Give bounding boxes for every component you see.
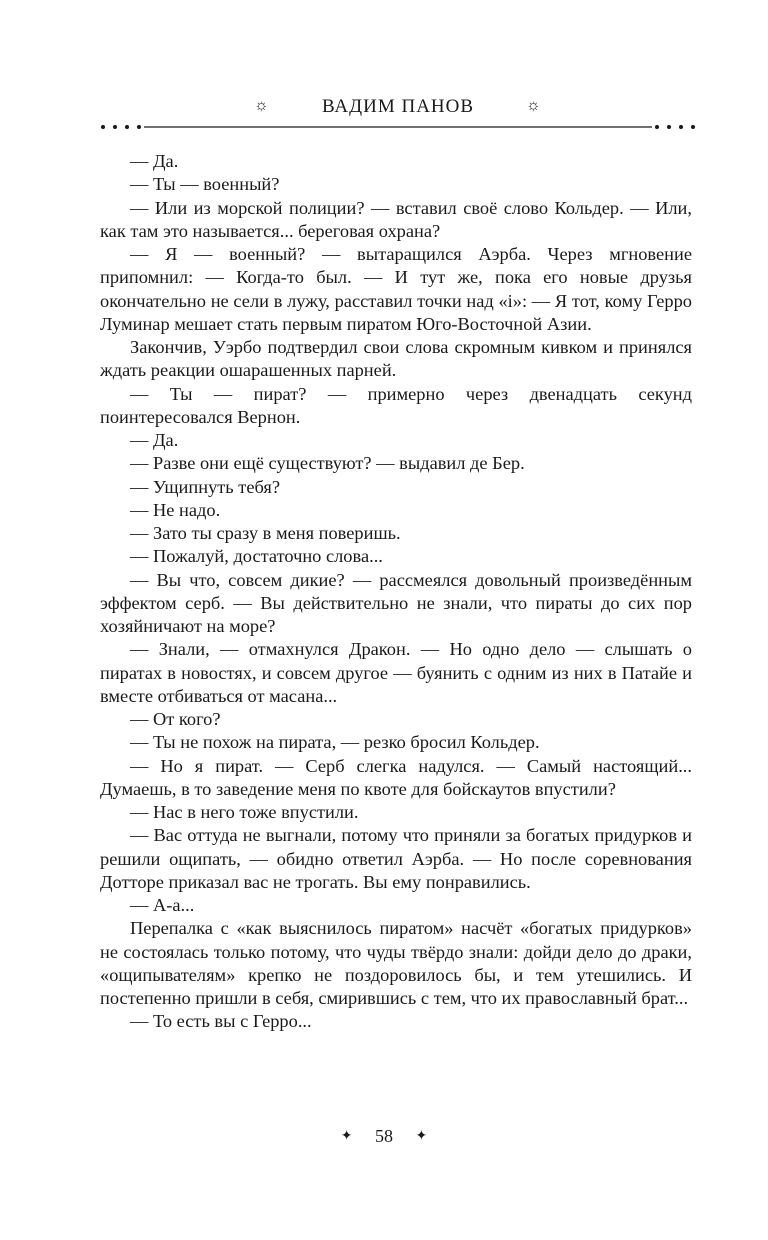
diamond-ornament-icon: ✦ bbox=[340, 1129, 353, 1144]
author-name: ВАДИМ ПАНОВ bbox=[321, 96, 475, 117]
paragraph: — Ты — военный? bbox=[130, 174, 280, 195]
paragraph: — А-а... bbox=[130, 895, 195, 915]
page-number: 58 bbox=[375, 1126, 393, 1146]
diamond-ornament-icon: ✦ bbox=[415, 1129, 428, 1144]
paragraph: Закончив, Уэрбо подтвердил свои слова скромным кивком и принялся ждать реакции ошарашенных парней. bbox=[100, 337, 692, 381]
paragraph: — То есть вы с Герро... bbox=[130, 1011, 312, 1032]
paragraph: Перепалка с «как выяснилось пиратом» насчёт «богатых придурков» не состоялась только потому, что чуды твёрдо знали: дойди дело до драки, «ощипывателям» крепко не поздоровилось бы, и тем утешились. И постепенно пришли в себя, смирившись с тем, что их православный брат... bbox=[100, 918, 692, 1008]
paragraph: — Разве они ещё существуют? — выдавил де Бер. bbox=[130, 453, 525, 474]
page-footer bbox=[0, 1126, 768, 1147]
paragraph: — Или из морской полиции? — вставил своё слово Кольдер. — Или, как там это называется... береговая охрана? bbox=[100, 197, 692, 241]
paragraph: — Вас оттуда не выгнали, потому что приняли за богатых придурков и решили ощипать, — обидно ответил Аэрба. — Но после соревнования Дотторе приказал вас не трогать. Вы ему понравились. bbox=[100, 825, 692, 892]
paragraph: — Но я пират. — Серб слегка надулся. — Самый настоящий... Думаешь, в то заведение меня по квоте для бойскаутов впустили? bbox=[100, 755, 692, 799]
paragraph: — Ты не похож на пирата, — резко бросил Кольдер. bbox=[130, 732, 540, 753]
paragraph: — Да. bbox=[130, 151, 179, 171]
running-header bbox=[100, 94, 696, 134]
paragraph: — Знали, — отмахнулся Дракон. — Но одно дело — слышать о пиратах в новостях, и совсем другое — буянить с одним из них в Патайе и вместе отбиваться от масана... bbox=[100, 639, 692, 706]
body-text bbox=[100, 150, 692, 1034]
paragraph: — Да. bbox=[130, 430, 179, 450]
header-dotted-rule bbox=[100, 122, 696, 132]
paragraph: — Зато ты сразу в меня поверишь. bbox=[130, 523, 401, 543]
paragraph: — Нас в него тоже впустили. bbox=[130, 802, 359, 822]
paragraph: — Ущипнуть тебя? bbox=[130, 476, 281, 497]
paragraph: — Не надо. bbox=[130, 499, 221, 520]
paragraph: — Я — военный? — вытаращился Аэрба. Через мгновение припомнил: — Когда-то был. — И тут же, пока его новые друзья окончательно не сели в лужу, расставил точки над «i»: — Я тот, кому Герро Луминар мешает стать первым пиратом Юго-Восточной Азии. bbox=[100, 244, 692, 334]
paragraph: — Вы что, совсем дикие? — рассмеялся довольный произведённым эффектом серб. — Вы действительно не знали, что пираты до сих пор хозяйничают на море? bbox=[100, 569, 692, 636]
paragraph: — От кого? bbox=[130, 709, 221, 729]
paragraph: — Пожалуй, достаточно слова... bbox=[130, 546, 383, 567]
paragraph: — Ты — пират? — примерно через двенадцать секунд поинтересовался Вернон. bbox=[100, 383, 692, 427]
sun-ornament-icon: ☼ bbox=[526, 97, 541, 114]
sun-ornament-icon: ☼ bbox=[254, 97, 269, 114]
